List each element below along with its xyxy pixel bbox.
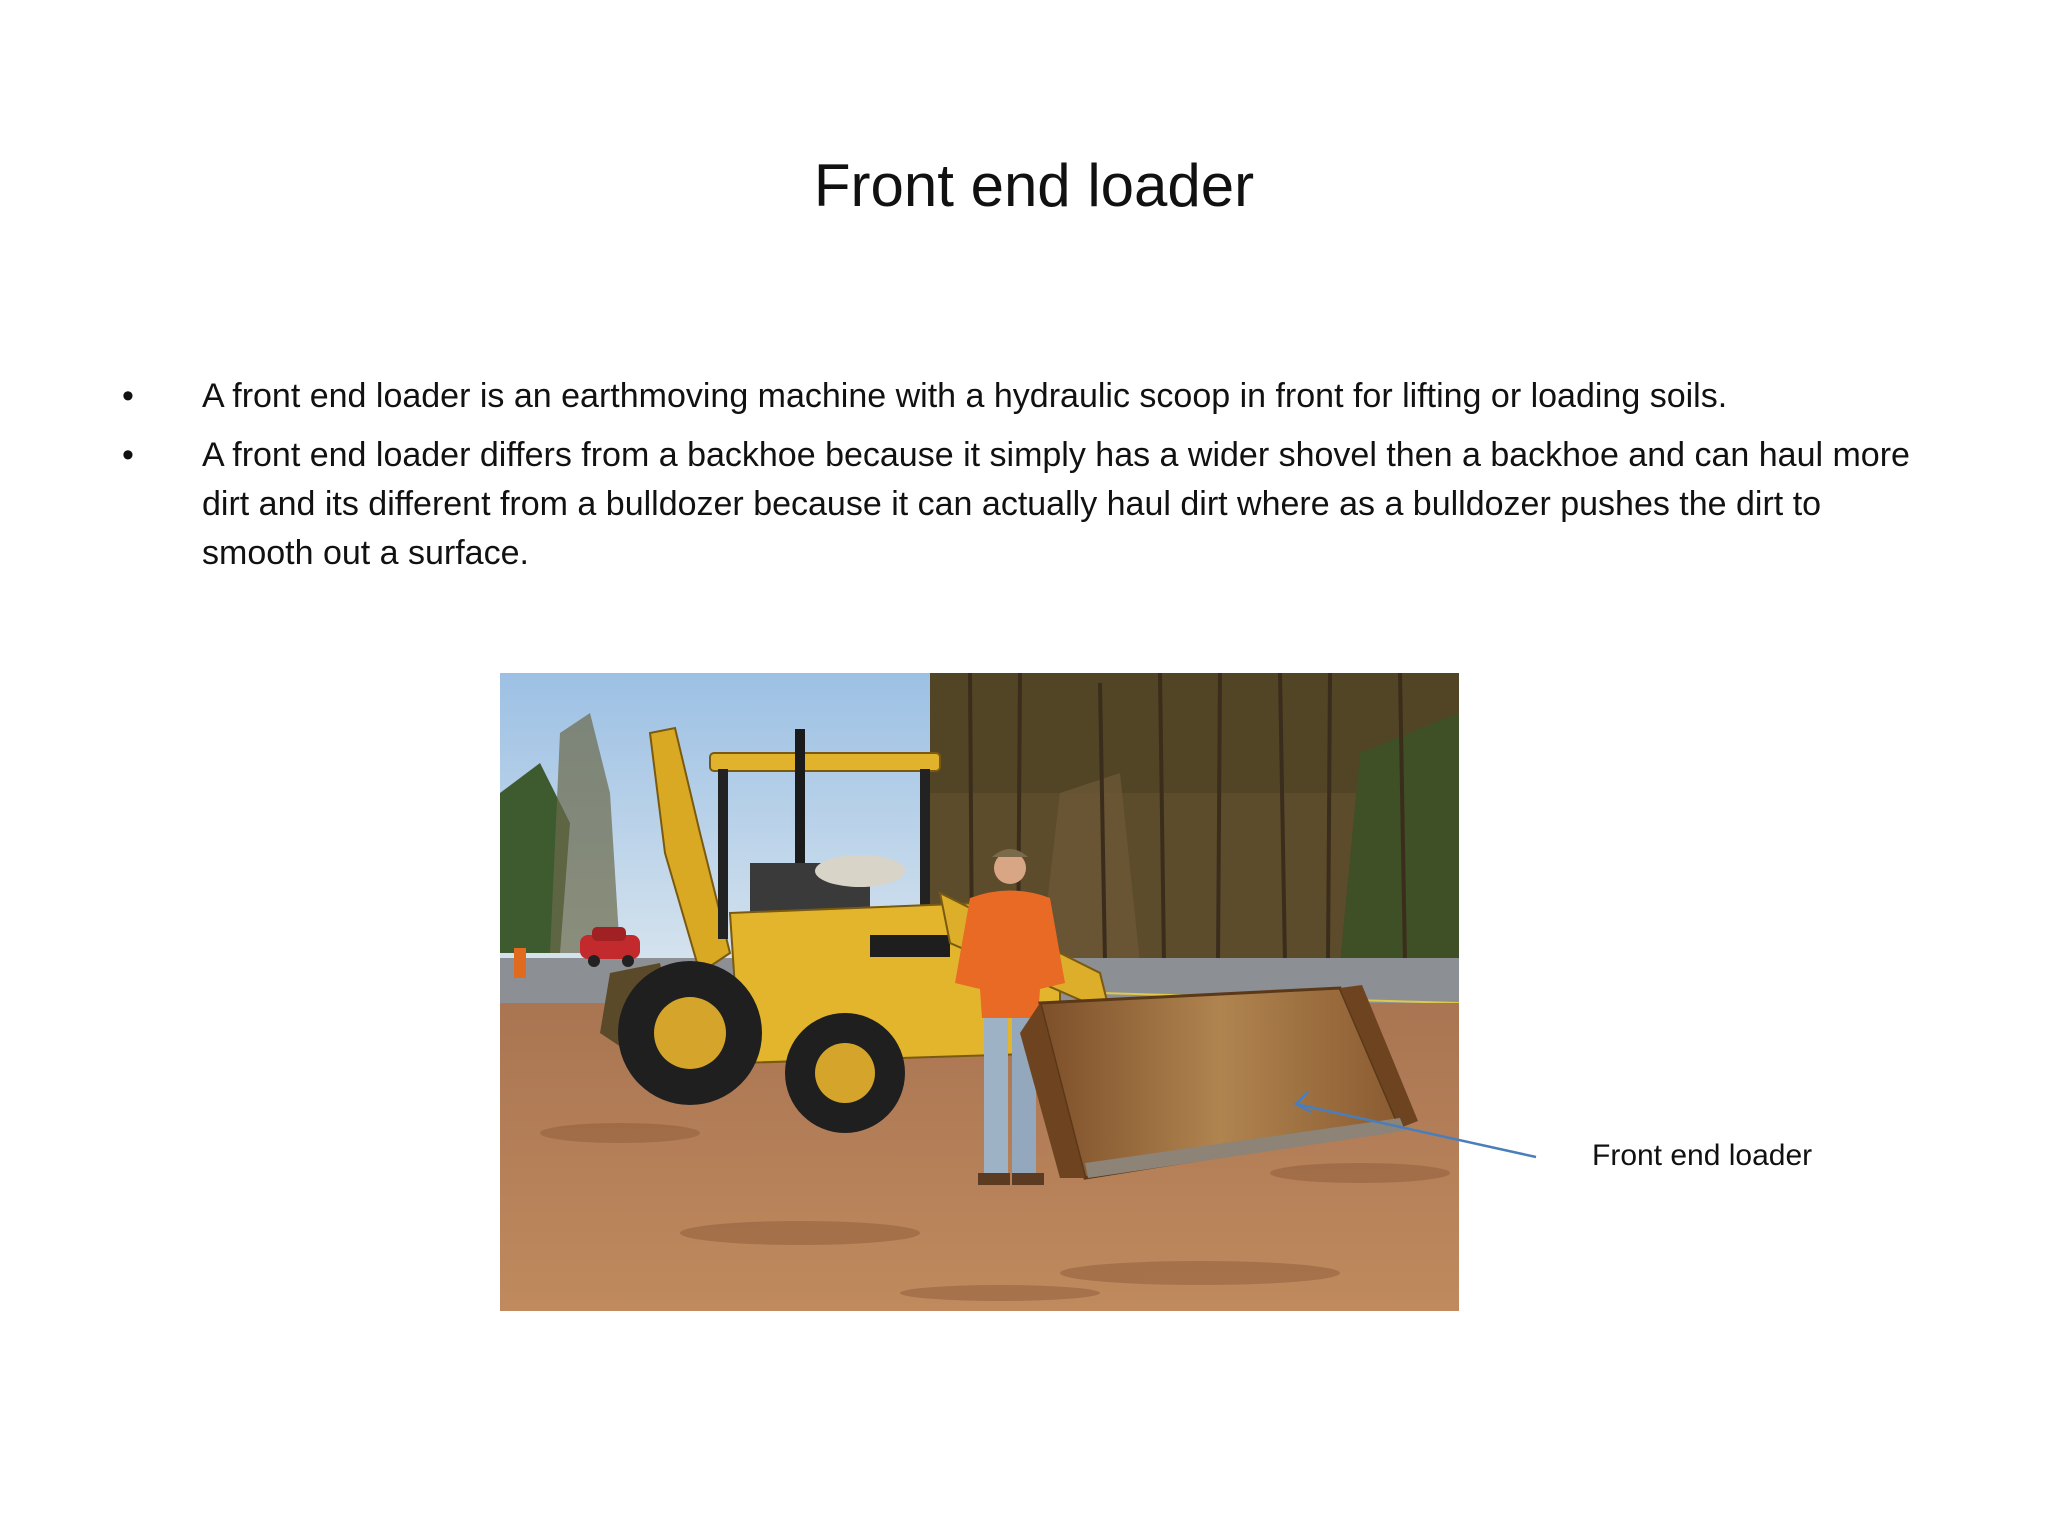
- bullet-text: A front end loader is an earthmoving machine with a hydraulic scoop in front for lifting or loading soils.: [202, 377, 1728, 415]
- callout-label: Front end loader: [1592, 1139, 1813, 1172]
- bullet-list: [122, 372, 1912, 588]
- bullet-text: A front end loader differs from a backhoe because it simply has a wider shovel then a backhoe and can haul more dirt and its different from a bulldozer because it can actually haul dirt where as a bulldozer pushes the dirt to smooth out a surface.: [202, 436, 1910, 572]
- slide-title: Front end loader: [813, 152, 1255, 219]
- bullet-item: [122, 372, 1912, 421]
- bullet-item: [122, 431, 1912, 578]
- bullet-marker: •: [122, 377, 134, 415]
- traffic-cone: [514, 948, 526, 978]
- loader-photo: [500, 673, 1459, 1311]
- loader-photo-illustration: [500, 673, 1459, 1311]
- bullet-marker: •: [122, 436, 134, 474]
